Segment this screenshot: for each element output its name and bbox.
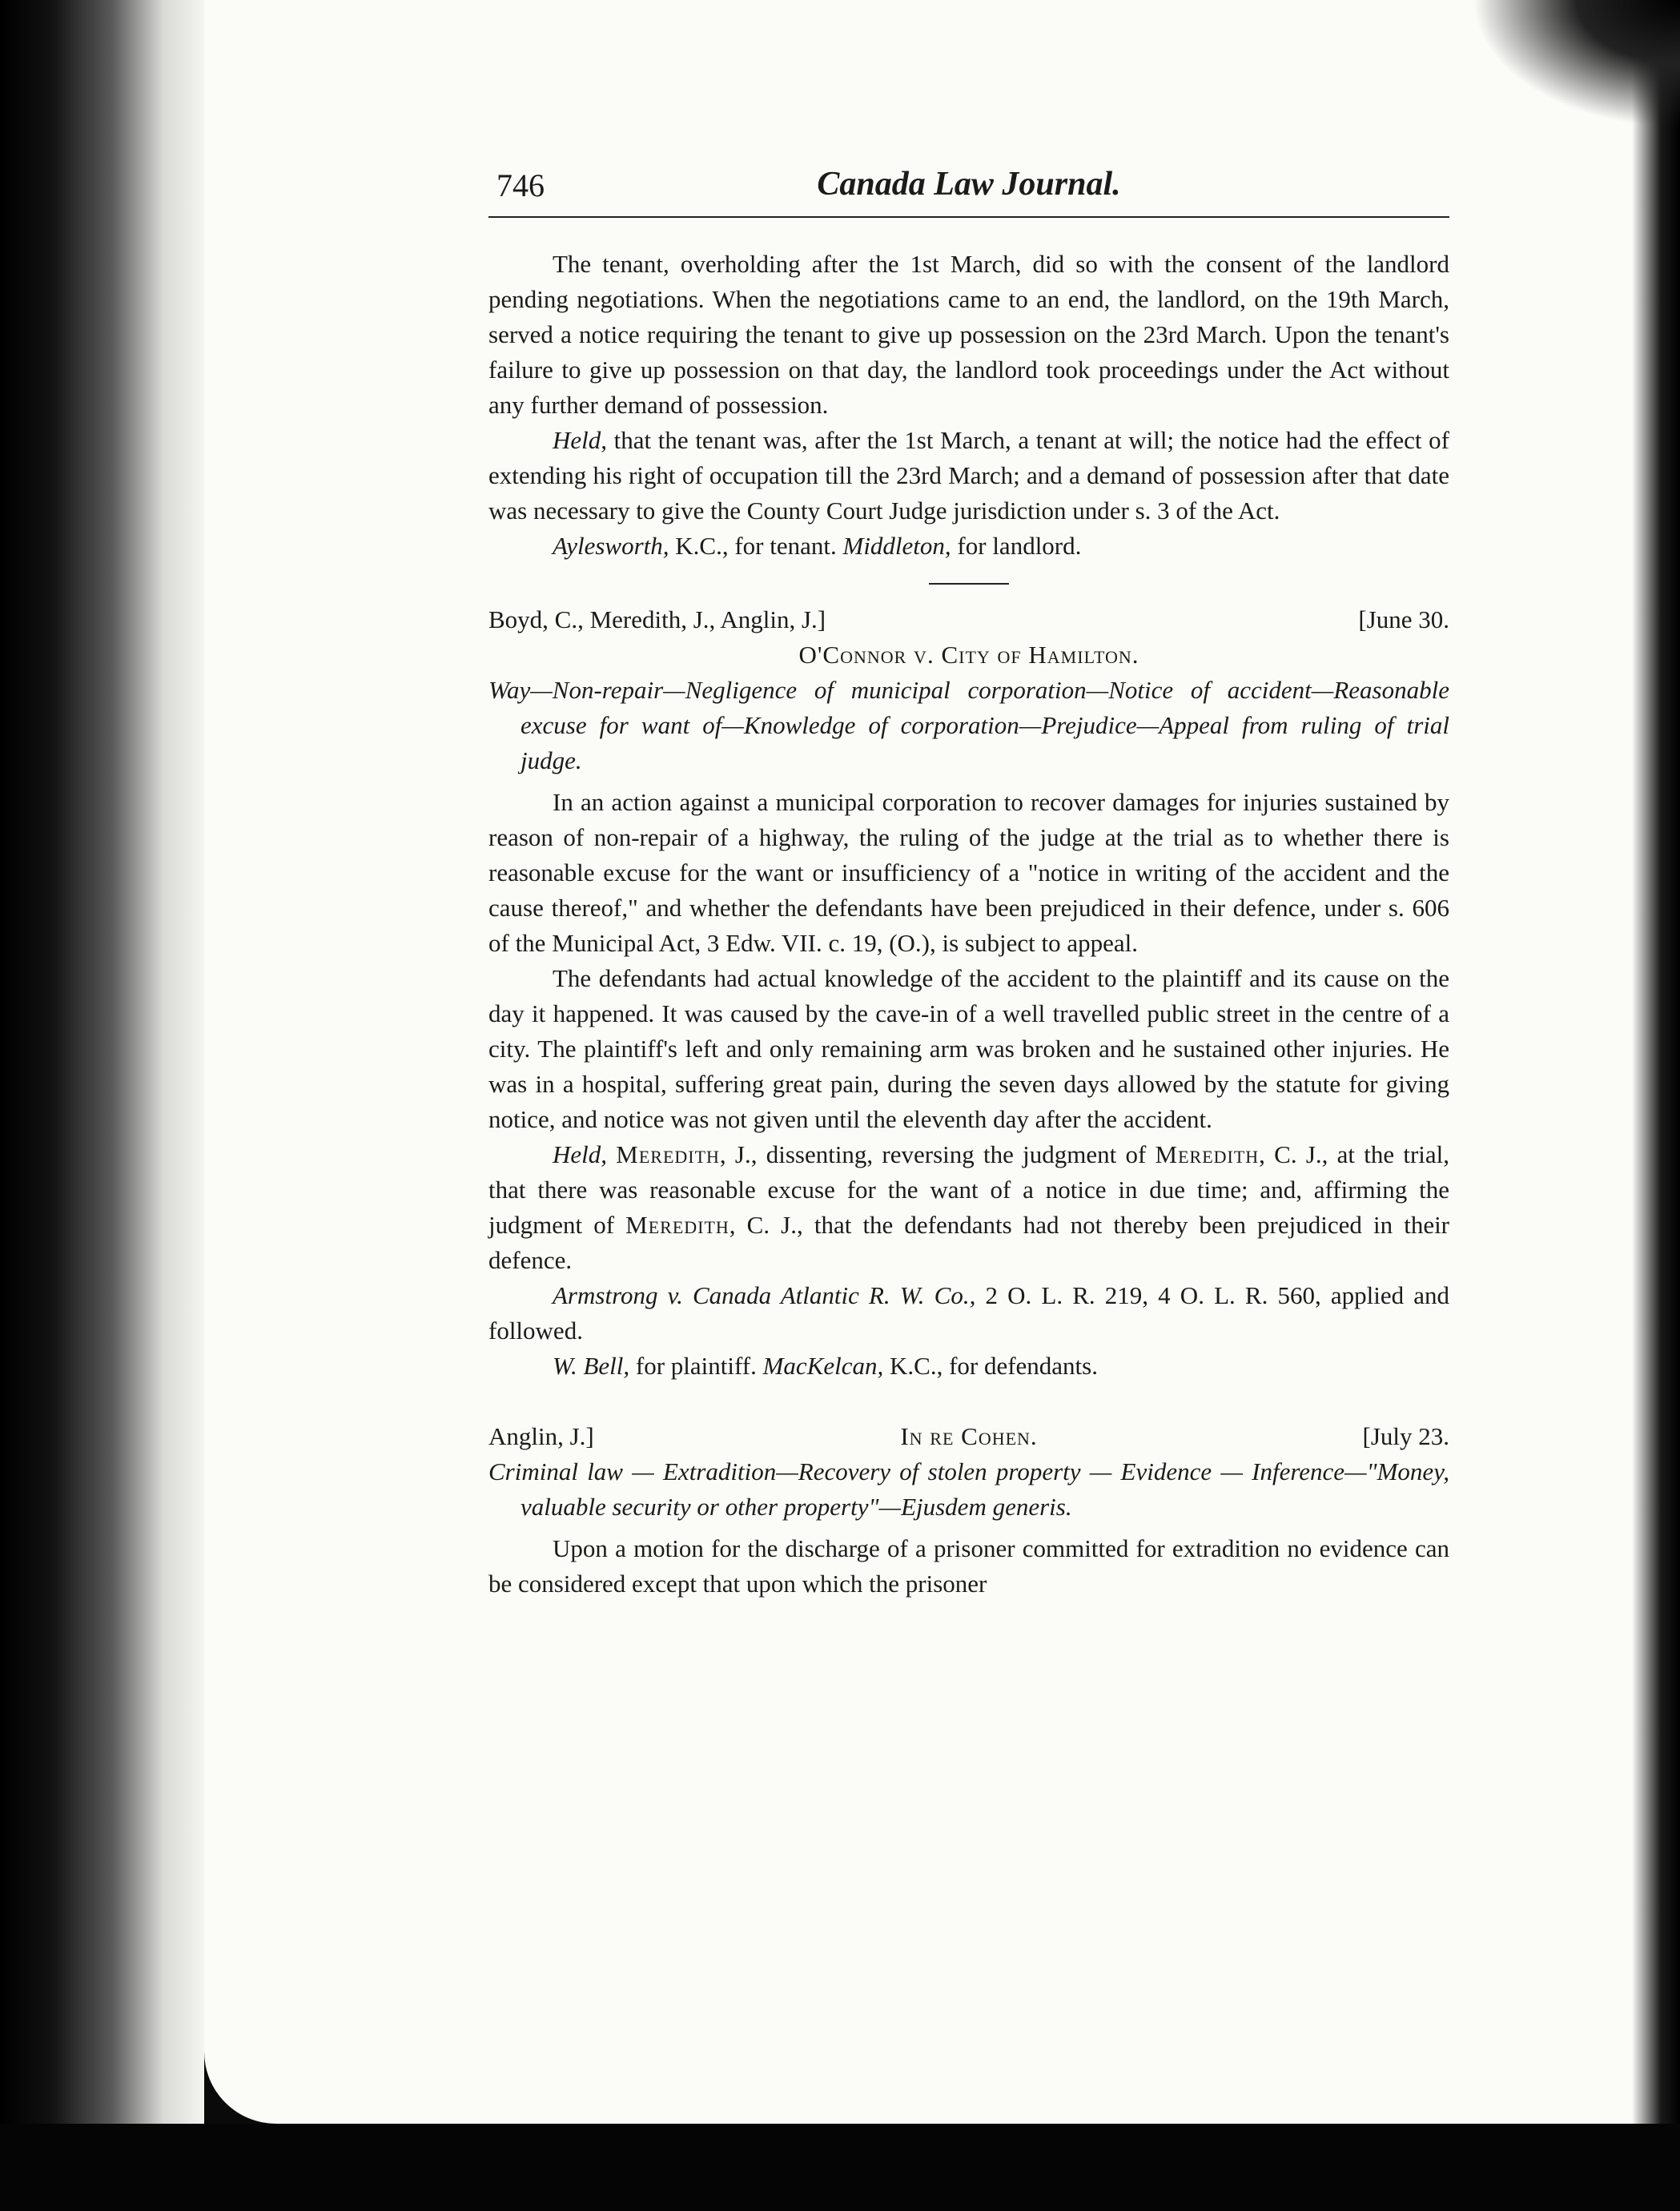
case3-title: In re Cohen.: [900, 1422, 1038, 1450]
section-separator: [929, 583, 1009, 585]
case-oconnor: [488, 602, 1449, 1384]
page-number: 746: [496, 167, 545, 203]
case2-counsel: [488, 1349, 1449, 1384]
case-tenancy: [488, 247, 1449, 564]
held-text: , J., dissenting, reversing the judgment of: [719, 1140, 1156, 1168]
case3-catchwords: Criminal law — Extradition—Recovery of stolen property — Evidence — Inference—"Money, valuable security or other property"—Ejusdem generis.: [488, 1457, 1449, 1521]
case2-date: [June 30.: [1358, 605, 1449, 633]
case2-para1: In an action against a municipal corporation to recover damages for injuries sustained by reason of non-repair of a highway, the ruling of the judge at the trial as to whether there is reasonable excuse for the want or insufficiency of a "notice in writing of the accident and the cause thereof," and whether the defendants have been prejudiced in their defence, under s. 606 of the Municipal Act, 3 Edw. VII. c. 19, (O.), is subject to appeal.: [488, 788, 1449, 957]
page-content: [488, 160, 1449, 1602]
case3-para1: Upon a motion for the discharge of a prisoner committed for extradition no evidence can be considered except that upon which the prisoner: [488, 1534, 1449, 1598]
counsel-name: Middleton,: [842, 532, 951, 560]
scan-right-edge: [1632, 0, 1680, 2124]
case-cohen: [488, 1419, 1449, 1602]
case2-judges: Boyd, C., Meredith, J., Anglin, J.]: [488, 605, 826, 633]
case1-held-text: that the tenant was, after the 1st March, a tenant at will; the notice had the effect of extending his right of occupation till the 23rd March; and a demand of possession after that date was necessary to give the County Court Judge jurisdiction under s. 3 of the Act.: [488, 426, 1449, 525]
held-text: , C. J., at the trial, that there was reasonable excuse for the want of a notice in due time; and, affirming the judgment of: [488, 1140, 1450, 1239]
case2-heading-line: [488, 602, 1449, 637]
case2-catchwords: Way—Non-repair—Negligence of municipal corporation—Notice of accident—Reasonable excuse for want of—Knowledge of corporation—Prejudice—Appeal from ruling of trial judge.: [488, 676, 1449, 774]
case3-heading-line: [488, 1419, 1449, 1454]
counsel-name: MacKelcan,: [762, 1352, 884, 1380]
counsel-text: for plaintiff.: [629, 1352, 763, 1380]
case1-counsel: [488, 529, 1449, 564]
counsel-text: for landlord.: [951, 532, 1082, 560]
case2-citation: [488, 1278, 1449, 1349]
citation-text: 2 O. L. R. 219, 4 O. L. R. 560, applied and followed.: [488, 1281, 1449, 1345]
judge-name: Meredith: [625, 1211, 729, 1239]
judge-name: Meredith: [616, 1140, 720, 1168]
case1-facts: The tenant, overholding after the 1st March, did so with the consent of the landlord pending negotiations. When the negotiations came to an end, the landlord, on the 19th March, served a notice requiring the tenant to give up possession on the 23rd March. Upon the tenant's failure to give up possession on that day, the landlord took proceedings under the Act without any further demand of possession.: [488, 250, 1449, 419]
counsel-name: Aylesworth,: [553, 532, 669, 560]
held-text: , C. J., that the defendants had not thereby been prejudiced in their defence.: [488, 1211, 1450, 1274]
case2-para2: The defendants had actual knowledge of the accident to the plaintiff and its cause on the day it happened. It was caused by the cave-in of a well travelled public street in the centre of a city. The plaintiff's left and only remaining arm was broken and he sustained other injuries. He was in a hospital, suffering great pain, during the seven days allowed by the statute for giving notice, and notice was not given until the eleventh day after the accident.: [488, 964, 1449, 1133]
counsel-name: W. Bell,: [553, 1352, 630, 1380]
case3-judge: Anglin, J.]: [488, 1422, 594, 1450]
case2-title: O'Connor v. City of Hamilton.: [798, 641, 1139, 669]
scan-corner-shadow: [1472, 0, 1680, 128]
scan-gutter-shadow: [0, 0, 204, 2211]
case1-held: [488, 423, 1449, 529]
counsel-text: K.C., for tenant.: [669, 532, 843, 560]
case2-held: [488, 1137, 1449, 1278]
running-header: [488, 160, 1449, 218]
held-label: Held,: [553, 1140, 608, 1168]
held-label: Held,: [553, 426, 608, 454]
journal-title: Canada Law Journal.: [817, 166, 1121, 203]
scan-bottom-edge: [0, 2124, 1680, 2211]
case3-date: [July 23.: [1362, 1422, 1449, 1450]
citation-case-name: Armstrong v. Canada Atlantic R. W. Co.,: [553, 1281, 976, 1309]
judge-name: Meredith: [1155, 1140, 1260, 1168]
counsel-text: K.C., for defendants.: [883, 1352, 1098, 1380]
